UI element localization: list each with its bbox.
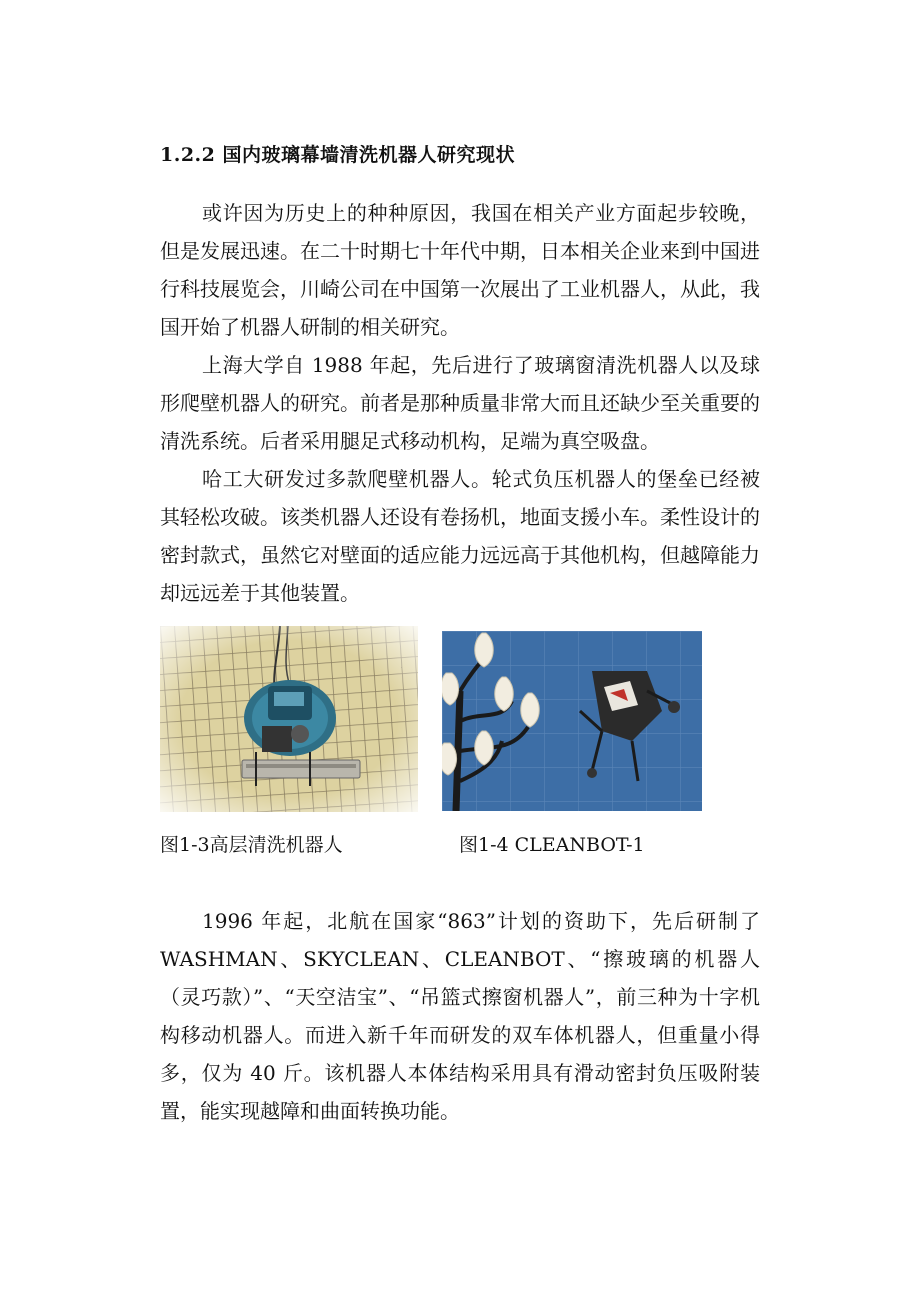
paragraph-beihang: 1996 年起，北航在国家“863”计划的资助下，先后研制了 WASHMAN、SKYCLEAN、CLEANBOT、“擦玻璃的机器人（灵巧款）”、“天空洁宝”、“吊篮式擦窗机器人”，前三种为十字机构移动机器人。而进入新千年而研发的双车体机器人，但重量小得多，仅为 40 斤。该机器人本体结构采用具有滑动密封负压吸附装置，能实现越障和曲面转换功能。 [160, 909, 760, 1123]
figure-caption-1-4: 图1-4 CLEANBOT-1 [459, 834, 645, 856]
paragraph-domestic-history: 或许因为历史上的种种原因，我国在相关产业方面起步较晚，但是发展迅速。在二十时期七十年代中期，日本相关企业来到中国进行科技展览会，川崎公司在中国第一次展出了工业机器人，从此，我国开始了机器人研制的相关研究。 [160, 201, 760, 339]
figure-highrise-cleaning-robot [160, 626, 418, 812]
section-heading: 1.2.2 国内玻璃幕墙清洗机器人研究现状 [160, 144, 516, 166]
highrise-robot-photo [160, 626, 418, 812]
cleanbot-photo [442, 631, 702, 811]
figure-caption-1-3: 图1-3高层清洗机器人 [160, 834, 343, 856]
paragraph-shanghai-university: 上海大学自 1988 年起，先后进行了玻璃窗清洗机器人以及球形爬壁机器人的研究。前者是那种质量非常大而且还缺少至关重要的清洗系统。后者采用腿足式移动机构，足端为真空吸盘。 [160, 353, 760, 453]
figure-cleanbot-1 [442, 631, 702, 811]
paragraph-hit: 哈工大研发过多款爬壁机器人。轮式负压机器人的堡垒已经被其轻松攻破。该类机器人还设有卷扬机，地面支援小车。柔性设计的密封款式，虽然它对壁面的适应能力远远高于其他机构，但越障能力却远远差于其他装置。 [160, 467, 760, 605]
